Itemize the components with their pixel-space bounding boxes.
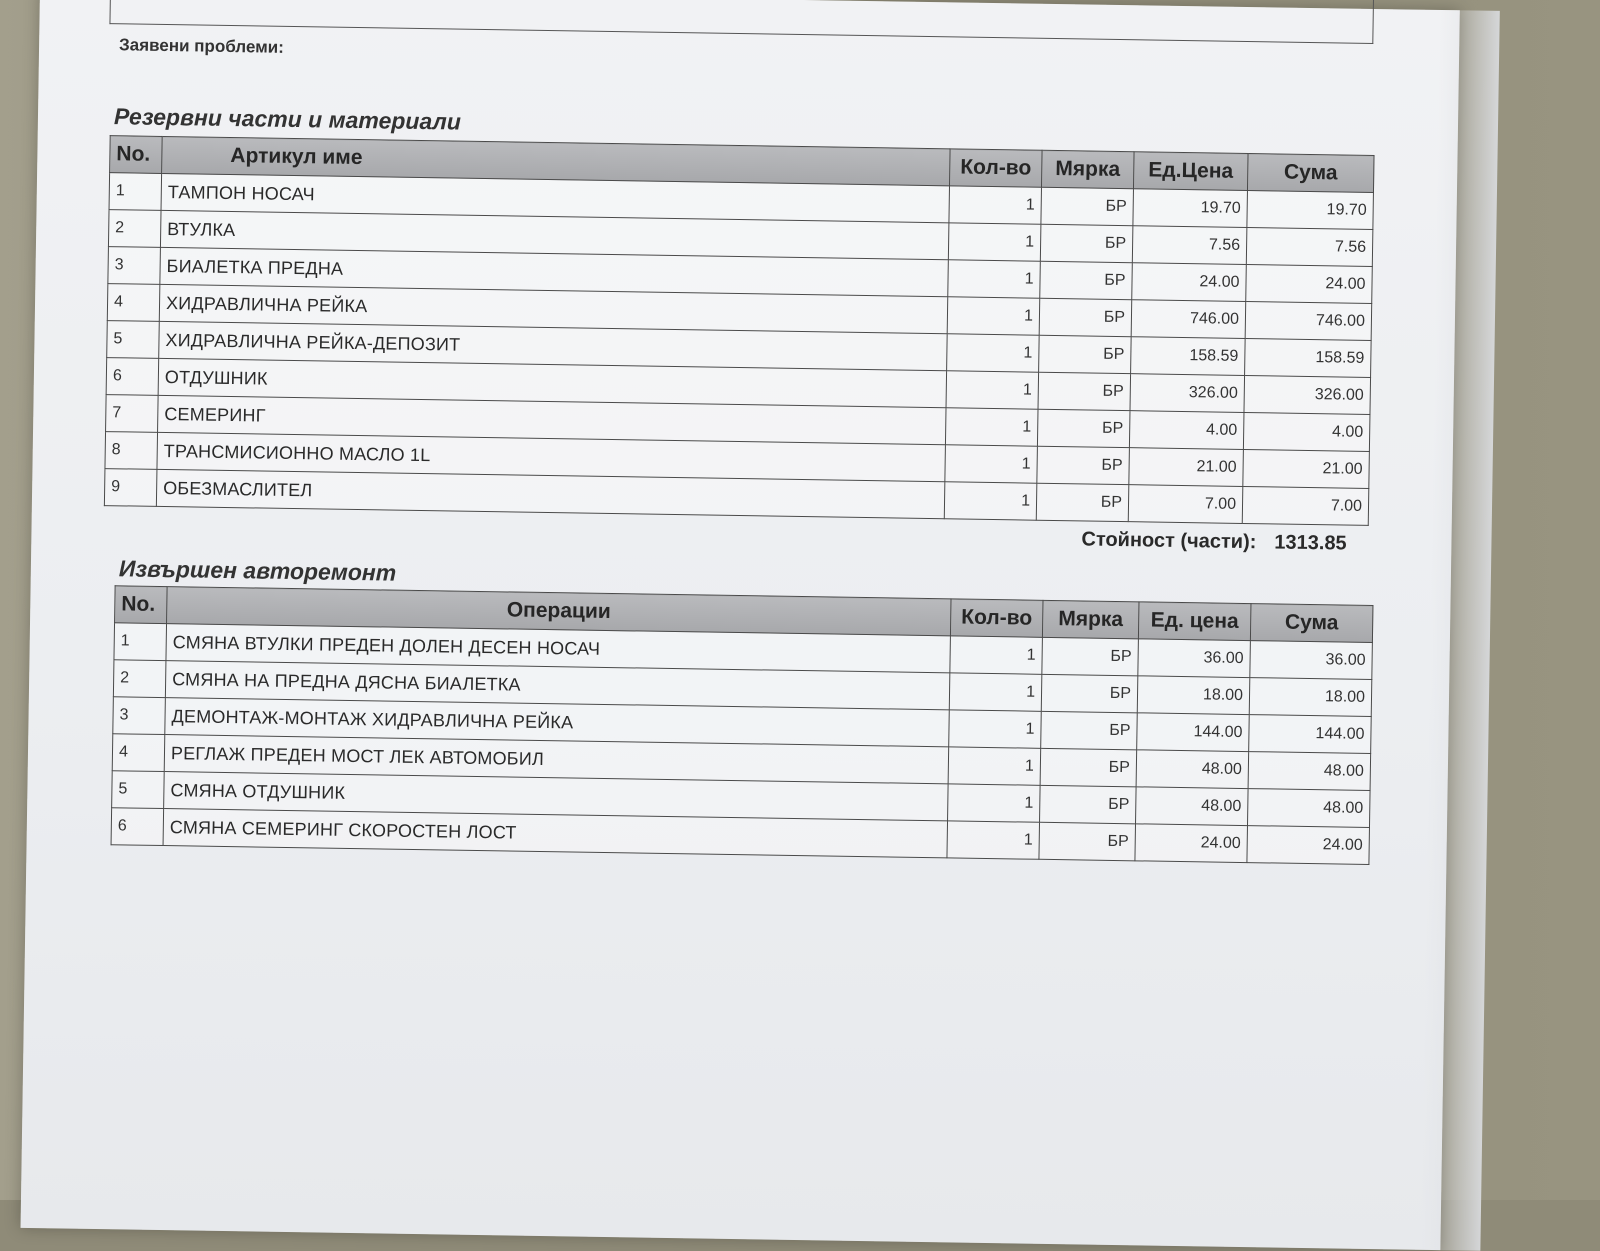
parts-cell-price: 746.00 <box>1131 300 1246 339</box>
parts-header-sum: Сума <box>1247 153 1374 192</box>
repair-cell-price: 18.00 <box>1137 676 1250 715</box>
problems-label: Заявени проблеми: <box>118 35 285 57</box>
parts-cell-qty: 1 <box>944 482 1037 520</box>
parts-cell-unit: БР <box>1039 298 1132 336</box>
repair-cell-name: СМЯНА ОТДУШНИК <box>164 772 948 821</box>
parts-cell-unit: БР <box>1039 335 1132 373</box>
repair-cell-price: 144.00 <box>1137 713 1250 752</box>
parts-cell-name: ОТДУШНИК <box>158 358 946 407</box>
parts-cell-unit: БР <box>1038 372 1131 410</box>
parts-cell-price: 326.00 <box>1130 374 1245 413</box>
parts-cell-unit: БР <box>1041 187 1134 225</box>
repair-cell-qty: 1 <box>949 673 1042 711</box>
parts-cell-price: 7.56 <box>1132 226 1247 265</box>
repair-cell-sum: 48.00 <box>1247 789 1370 828</box>
parts-cell-unit: БР <box>1036 483 1129 521</box>
repair-cell-no: 5 <box>112 771 165 809</box>
parts-cell-no: 1 <box>109 173 162 211</box>
parts-cell-qty: 1 <box>947 297 1040 335</box>
parts-subtotal-label: Стойност (части): <box>1081 528 1257 554</box>
repair-cell-sum: 18.00 <box>1249 678 1372 717</box>
repair-cell-unit: БР <box>1040 748 1137 787</box>
repair-header-qty: Кол-во <box>950 599 1043 637</box>
parts-cell-sum: 746.00 <box>1245 301 1372 340</box>
parts-cell-qty: 1 <box>947 334 1040 372</box>
parts-cell-price: 4.00 <box>1129 411 1244 450</box>
parts-cell-price: 7.00 <box>1128 485 1243 524</box>
repair-cell-no: 3 <box>113 697 166 735</box>
parts-cell-unit: БР <box>1040 261 1133 299</box>
repair-cell-no: 1 <box>114 623 167 661</box>
repair-cell-price: 48.00 <box>1136 750 1249 789</box>
parts-cell-name: ХИДРАВЛИЧНА РЕЙКА <box>159 284 947 333</box>
parts-cell-no: 8 <box>105 432 158 470</box>
parts-cell-qty: 1 <box>949 186 1042 224</box>
parts-cell-sum: 7.00 <box>1242 486 1369 525</box>
parts-cell-qty: 1 <box>948 223 1041 261</box>
problems-box <box>109 0 1374 44</box>
parts-cell-unit: БР <box>1040 224 1133 262</box>
parts-cell-name: ТРАНСМИСИОННО МАСЛО 1L <box>157 432 945 481</box>
repair-cell-price: 48.00 <box>1136 787 1249 826</box>
repair-cell-sum: 48.00 <box>1248 752 1371 791</box>
repair-cell-price: 36.00 <box>1138 639 1251 678</box>
parts-cell-name: ВТУЛКА <box>160 210 948 259</box>
parts-header-no: No. <box>110 136 163 174</box>
parts-cell-no: 5 <box>107 321 160 359</box>
parts-cell-name: ТАМПОН НОСАЧ <box>161 173 949 222</box>
parts-cell-price: 24.00 <box>1132 263 1247 302</box>
parts-header-price: Ед.Цена <box>1133 152 1248 191</box>
repair-cell-unit: БР <box>1041 674 1138 713</box>
repair-cell-qty: 1 <box>949 710 1042 748</box>
parts-section-title: Резервни части и материали <box>113 103 462 135</box>
repair-header-price: Ед. цена <box>1138 602 1251 641</box>
parts-subtotal <box>1081 528 1347 555</box>
parts-header-name: Артикул име <box>162 136 950 185</box>
repair-cell-no: 6 <box>111 808 164 846</box>
parts-cell-sum: 326.00 <box>1244 375 1371 414</box>
parts-cell-sum: 19.70 <box>1247 190 1374 229</box>
repair-cell-no: 4 <box>112 734 165 772</box>
repair-cell-unit: БР <box>1040 785 1137 824</box>
parts-cell-sum: 4.00 <box>1243 412 1370 451</box>
parts-table <box>104 135 1375 526</box>
parts-cell-no: 2 <box>108 210 161 248</box>
repair-cell-name: ДЕМОНТАЖ-МОНТАЖ ХИДРАВЛИЧНА РЕЙКА <box>165 698 949 747</box>
repair-header-sum: Сума <box>1250 604 1373 643</box>
parts-cell-sum: 158.59 <box>1245 338 1372 377</box>
parts-cell-name: БИАЛЕТКА ПРЕДНА <box>160 247 948 296</box>
parts-cell-no: 6 <box>106 358 159 396</box>
parts-cell-no: 4 <box>107 284 160 322</box>
parts-cell-sum: 24.00 <box>1246 264 1373 303</box>
repair-cell-name: РЕГЛАЖ ПРЕДЕН МОСТ ЛЕК АВТОМОБИЛ <box>164 735 948 784</box>
repair-section-title: Извършен авторемонт <box>118 555 397 586</box>
parts-cell-price: 21.00 <box>1129 448 1244 487</box>
repair-cell-unit: БР <box>1041 711 1138 750</box>
parts-cell-no: 9 <box>104 469 157 507</box>
repair-cell-name: СМЯНА НА ПРЕДНА ДЯСНА БИАЛЕТКА <box>165 661 949 710</box>
repair-cell-unit: БР <box>1042 637 1139 676</box>
repair-cell-sum: 36.00 <box>1250 641 1373 680</box>
parts-cell-name: ОБЕЗМАСЛИТЕЛ <box>156 469 944 518</box>
repair-header-no: No. <box>115 586 168 624</box>
parts-cell-no: 7 <box>106 395 159 433</box>
repair-cell-name: СМЯНА СЕМЕРИНГ СКОРОСТЕН ЛОСТ <box>163 809 947 858</box>
parts-cell-sum: 7.56 <box>1246 227 1373 266</box>
repair-header-name: Операции <box>167 587 951 636</box>
parts-cell-qty: 1 <box>945 408 1038 446</box>
repair-cell-qty: 1 <box>947 821 1040 859</box>
parts-cell-sum: 21.00 <box>1243 449 1370 488</box>
parts-header-qty: Кол-во <box>950 149 1043 187</box>
parts-cell-price: 158.59 <box>1131 337 1246 376</box>
parts-header-unit: Мярка <box>1041 150 1134 188</box>
parts-subtotal-value: 1313.85 <box>1274 531 1347 555</box>
repair-cell-no: 2 <box>113 660 166 698</box>
parts-cell-qty: 1 <box>945 445 1038 483</box>
parts-cell-qty: 1 <box>946 371 1039 409</box>
parts-cell-no: 3 <box>108 247 161 285</box>
invoice-sheet <box>21 0 1460 1250</box>
parts-cell-name: ХИДРАВЛИЧНА РЕЙКА-ДЕПОЗИТ <box>159 321 947 370</box>
repair-table <box>111 585 1374 865</box>
repair-cell-sum: 24.00 <box>1247 826 1370 865</box>
repair-cell-name: СМЯНА ВТУЛКИ ПРЕДЕН ДОЛЕН ДЕСЕН НОСАЧ <box>166 624 950 673</box>
repair-cell-qty: 1 <box>948 747 1041 785</box>
repair-cell-qty: 1 <box>948 784 1041 822</box>
parts-cell-qty: 1 <box>948 260 1041 298</box>
repair-header-unit: Мярка <box>1042 600 1139 639</box>
parts-cell-name: СЕМЕРИНГ <box>158 395 946 444</box>
parts-cell-price: 19.70 <box>1133 189 1248 228</box>
parts-cell-unit: БР <box>1037 446 1130 484</box>
repair-cell-sum: 144.00 <box>1249 715 1372 754</box>
repair-cell-qty: 1 <box>950 636 1043 674</box>
repair-cell-unit: БР <box>1039 822 1136 861</box>
parts-cell-unit: БР <box>1037 409 1130 447</box>
repair-cell-price: 24.00 <box>1135 824 1248 863</box>
